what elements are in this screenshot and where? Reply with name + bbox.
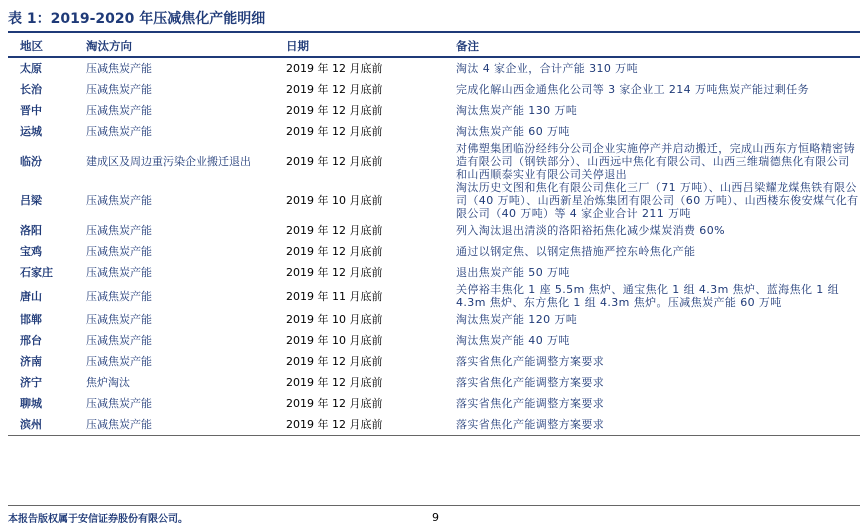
region-cell: 石家庄 xyxy=(20,266,53,279)
direction-cell: 压减焦炭产能 xyxy=(86,334,152,347)
note-cell: 关停裕丰焦化 1 座 5.5m 焦炉、通宝焦化 1 组 4.3m 焦炉、蓝海焦化 1 组 4.3m 焦炉、东方焦化 1 组 4.3m 焦炉。压减焦炭产能 60 万吨 xyxy=(456,283,839,309)
note-cell: 淘汰历史文图和焦化有限公司焦化三厂（71 万吨）、山西吕梁耀龙煤焦铁有限公司（40 万吨）、山西新星冶炼集团有限公司（60 万吨）、山西楼东俊安煤气化有限公司（40 万吨）等 4 家企业合计 211 万吨 xyxy=(456,181,859,220)
note-cell: 落实省焦化产能调整方案要求 xyxy=(456,397,605,410)
capacity-table xyxy=(8,35,860,436)
region-cell: 滨州 xyxy=(8,414,82,436)
direction-cell: 压减焦炭产能 xyxy=(86,397,152,410)
note-cell: 淘汰焦炭产能 60 万吨 xyxy=(456,125,570,138)
date-cell: 2019 年 10 月底前 xyxy=(286,313,383,326)
region-cell: 洛阳 xyxy=(20,224,42,237)
direction-cell: 压减焦炭产能 xyxy=(86,266,152,279)
date-cell: 2019 年 12 月底前 xyxy=(286,245,383,258)
direction-cell: 压减焦炭产能 xyxy=(86,245,152,258)
table-row xyxy=(8,262,860,283)
note-cell: 淘汰焦炭产能 130 万吨 xyxy=(456,104,578,117)
table-row xyxy=(8,351,860,372)
region-cell: 济南 xyxy=(20,355,42,368)
table-row xyxy=(8,181,860,220)
date-cell: 2019 年 12 月底前 xyxy=(286,355,383,368)
table-row xyxy=(8,283,860,309)
direction-cell: 压减焦炭产能 xyxy=(86,125,152,138)
direction-cell: 压减焦炭产能 xyxy=(82,414,282,436)
region-cell: 太原 xyxy=(20,62,42,75)
direction-cell: 压减焦炭产能 xyxy=(86,104,152,117)
note-cell: 落实省焦化产能调整方案要求 xyxy=(456,355,605,368)
table-row xyxy=(8,393,860,414)
note-cell: 淘汰 4 家企业，合计产能 310 万吨 xyxy=(456,62,638,75)
header-note: 备注 xyxy=(452,35,860,57)
note-cell: 对佛塑集团临汾经纬分公司企业实施停产并启动搬迁，完成山西东方恒略精密铸造有限公司（钢铁部分）、山西远中焦化有限公司、山西三维瑞德焦化有限公司和山西顺泰实业有限公司关停退出 xyxy=(456,142,855,181)
table-row xyxy=(8,414,860,436)
region-cell: 聊城 xyxy=(20,397,42,410)
direction-cell: 压减焦炭产能 xyxy=(86,289,152,303)
note-cell: 完成化解山西金通焦化公司等 3 家企业工 214 万吨焦炭产能过剩任务 xyxy=(456,83,809,96)
date-cell: 2019 年 12 月底前 xyxy=(286,376,383,389)
date-cell: 2019 年 12 月底前 xyxy=(286,62,383,75)
region-cell: 邯郸 xyxy=(20,313,42,326)
note-cell: 退出焦炭产能 50 万吨 xyxy=(456,266,570,279)
page-number: 9 xyxy=(432,511,439,524)
direction-cell: 压减焦炭产能 xyxy=(86,224,152,237)
direction-cell: 压减焦炭产能 xyxy=(86,62,152,75)
table-row xyxy=(8,241,860,262)
date-cell: 2019 年 11 月底前 xyxy=(286,289,383,303)
direction-cell: 压减焦炭产能 xyxy=(86,83,152,96)
header-date: 日期 xyxy=(282,35,452,57)
table-row xyxy=(8,309,860,330)
table-row xyxy=(8,372,860,393)
direction-cell: 建成区及周边重污染企业搬迁退出 xyxy=(86,155,251,168)
note-cell: 淘汰焦炭产能 40 万吨 xyxy=(456,334,570,347)
table-title: 表 1：2019-2020 年压减焦化产能明细 xyxy=(8,8,860,33)
footer-divider xyxy=(8,505,860,506)
direction-cell: 焦炉淘汰 xyxy=(86,376,130,389)
footer-copyright: 本报告版权属于安信证券股份有限公司。 xyxy=(8,514,188,525)
table-row xyxy=(8,100,860,121)
region-cell: 晋中 xyxy=(20,104,42,117)
note-cell: 淘汰焦炭产能 120 万吨 xyxy=(456,313,578,326)
table-header-row xyxy=(8,35,860,57)
region-cell: 邢台 xyxy=(20,334,42,347)
date-cell: 2019 年 12 月底前 xyxy=(286,83,383,96)
date-cell: 2019 年 10 月底前 xyxy=(286,194,383,207)
header-region: 地区 xyxy=(8,35,82,57)
header-direction: 淘汰方向 xyxy=(82,35,282,57)
date-cell: 2019 年 10 月底前 xyxy=(286,334,383,347)
region-cell: 济宁 xyxy=(20,376,42,389)
region-cell: 临汾 xyxy=(20,155,42,168)
date-cell: 2019 年 12 月底前 xyxy=(286,104,383,117)
note-cell: 列入淘汰退出清淡的洛阳裕拓焦化减少煤炭消费 60% xyxy=(456,224,725,237)
date-cell: 2019 年 12 月底前 xyxy=(286,224,383,237)
table-row xyxy=(8,142,860,181)
date-cell: 2019 年 12 月底前 xyxy=(286,125,383,138)
region-cell: 唐山 xyxy=(20,289,42,303)
direction-cell: 压减焦炭产能 xyxy=(86,313,152,326)
note-cell: 通过以钢定焦、以钢定焦措施严控东岭焦化产能 xyxy=(456,245,696,258)
date-cell: 2019 年 12 月底前 xyxy=(286,155,383,168)
direction-cell: 压减焦炭产能 xyxy=(86,355,152,368)
table-row xyxy=(8,57,860,79)
date-cell: 2019 年 12 月底前 xyxy=(286,266,383,279)
region-cell: 运城 xyxy=(20,125,42,138)
table-row xyxy=(8,220,860,241)
region-cell: 宝鸡 xyxy=(20,245,42,258)
region-cell: 吕梁 xyxy=(20,194,42,207)
date-cell: 2019 年 12 月底前 xyxy=(286,397,383,410)
date-cell: 2019 年 12 月底前 xyxy=(282,414,452,436)
note-cell: 落实省焦化产能调整方案要求 xyxy=(452,414,860,436)
region-cell: 长治 xyxy=(20,83,42,96)
table-row xyxy=(8,121,860,142)
direction-cell: 压减焦炭产能 xyxy=(86,194,152,207)
table-row xyxy=(8,79,860,100)
note-cell: 落实省焦化产能调整方案要求 xyxy=(456,376,605,389)
table-row xyxy=(8,330,860,351)
